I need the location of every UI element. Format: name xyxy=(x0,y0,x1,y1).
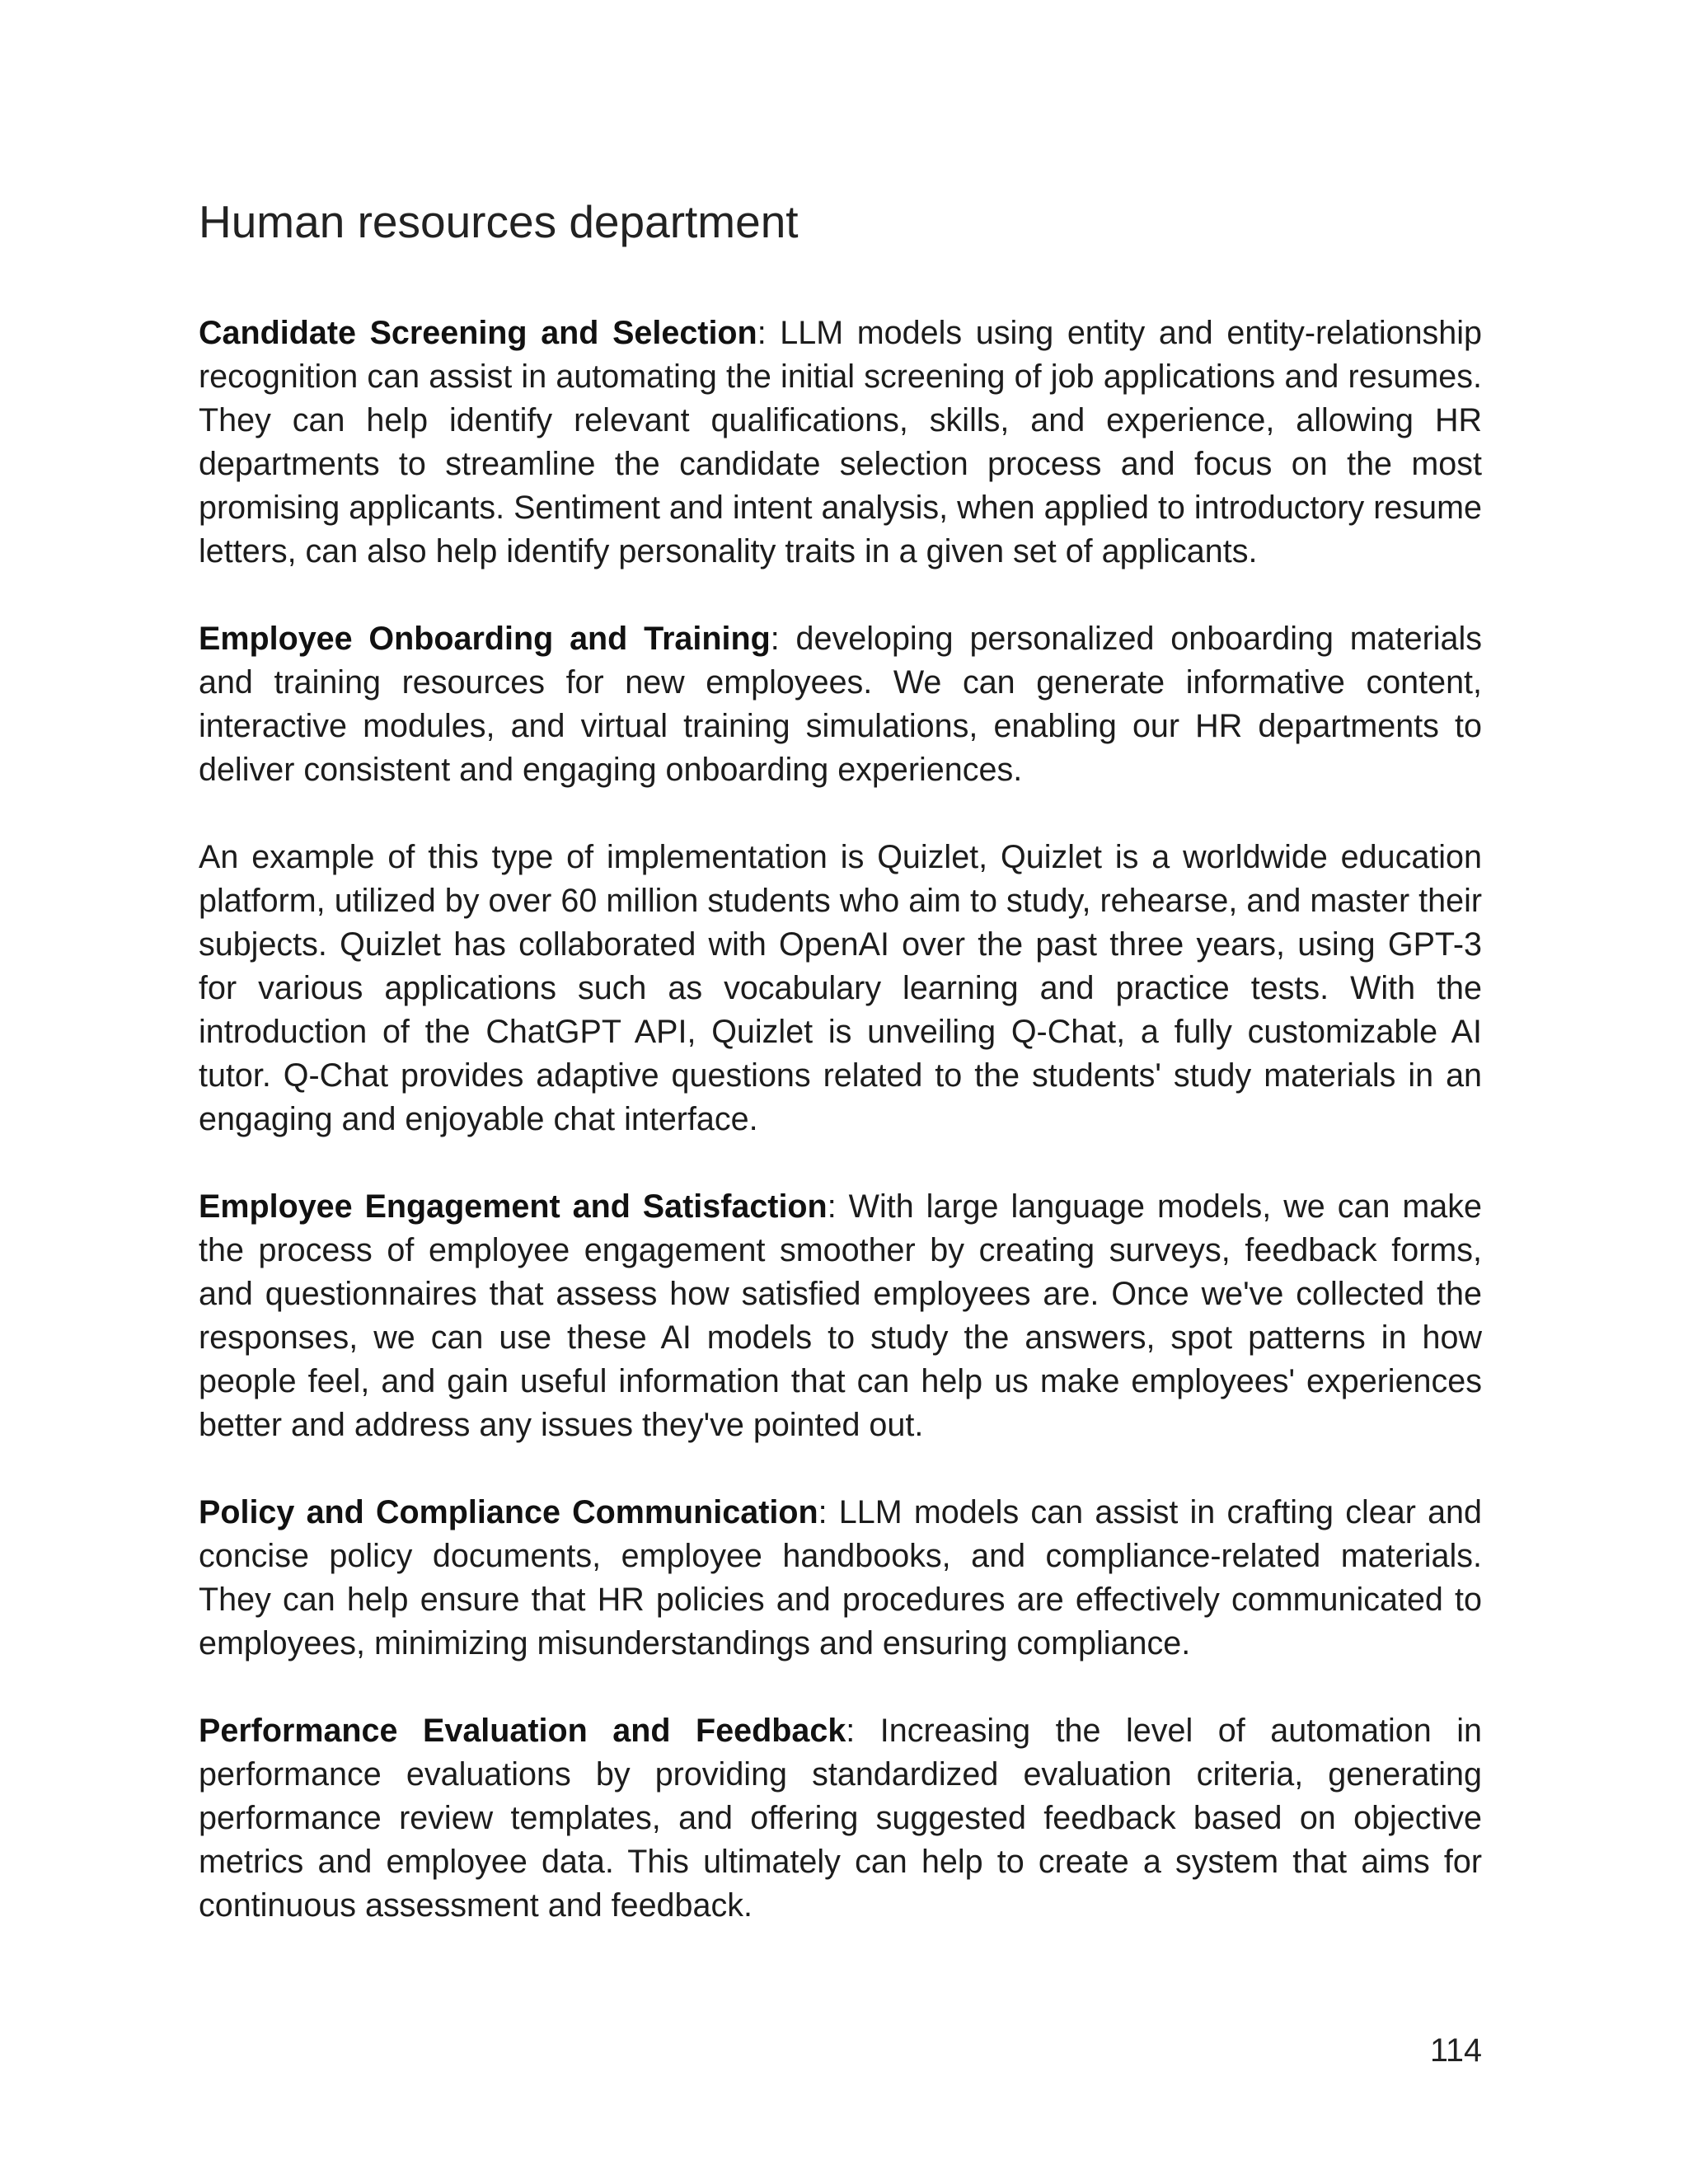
paragraph-term: Performance Evaluation and Feedback xyxy=(199,1713,846,1749)
paragraph-text: : LLM models using entity and entity-relationship recognition can assist in automating the initial screening of job applications and resumes. They can help identify relevant qualifications, skills, and experience, allowing HR departments to streamline the candidate selection process and focus on the most promising applicants. Sentiment and intent analysis, when applied to introductory resume letters, can also help identify personality traits in a given set of applicants. xyxy=(199,315,1482,569)
paragraph-text: : Increasing the level of automation in performance evaluations by providing standardized evaluation criteria, generating performance review templates, and offering suggested feedback based on objective metrics and employee data. This ultimately can help to create a system that aims for continuous assessment and feedback. xyxy=(199,1713,1482,1924)
paragraph-text: : With large language models, we can make the process of employee engagement smoother by creating surveys, feedback forms, and questionnaires that assess how satisfied employees are. Once we've collected the responses, we can use these AI models to study the answers, spot patterns in how people feel, and gain useful information that can help us make employees' experiences better and address any issues they've pointed out. xyxy=(199,1188,1482,1443)
paragraph-employee-onboarding xyxy=(199,617,1482,792)
paragraph-employee-engagement xyxy=(199,1185,1482,1447)
paragraph-text: : developing personalized onboarding materials and training resources for new employees. We can generate informative content, interactive modules, and virtual training simulations, enabling our HR departments to deliver consistent and engaging onboarding experiences. xyxy=(199,621,1483,788)
paragraph-candidate-screening xyxy=(199,312,1482,574)
paragraph-policy-compliance xyxy=(199,1491,1482,1666)
paragraph-quizlet-example xyxy=(199,836,1482,1141)
paragraph-text: : LLM models can assist in crafting clear and concise policy documents, employee handbooks, and compliance-related materials. They can help ensure that HR policies and procedures are effectively communicated to employees, minimizing misunderstandings and ensuring compliance. xyxy=(199,1494,1482,1661)
paragraph-term: Employee Engagement and Satisfaction xyxy=(199,1188,828,1225)
page-title: Human resources department xyxy=(199,196,799,247)
page-body xyxy=(199,312,1482,1928)
page-number: 114 xyxy=(1430,2032,1482,2069)
paragraph-term: Candidate Screening and Selection xyxy=(199,315,757,351)
paragraph-text: An example of this type of implementation is Quizlet, Quizlet is a worldwide education platform, utilized by over 60 million students who aim to study, rehearse, and master their subjects. Quizlet has collaborated with OpenAI over the past three years, using GPT-3 for various applications such as vocabulary learning and practice tests. With the introduction of the ChatGPT API, Quizlet is unveiling Q-Chat, a fully customizable AI tutor. Q-Chat provides adaptive questions related to the students' study materials in an engaging and enjoyable chat interface. xyxy=(199,839,1482,1137)
paragraph-performance-evaluation xyxy=(199,1709,1482,1928)
paragraph-term: Policy and Compliance Communication xyxy=(199,1494,818,1530)
paragraph-term: Employee Onboarding and Training xyxy=(199,621,771,657)
